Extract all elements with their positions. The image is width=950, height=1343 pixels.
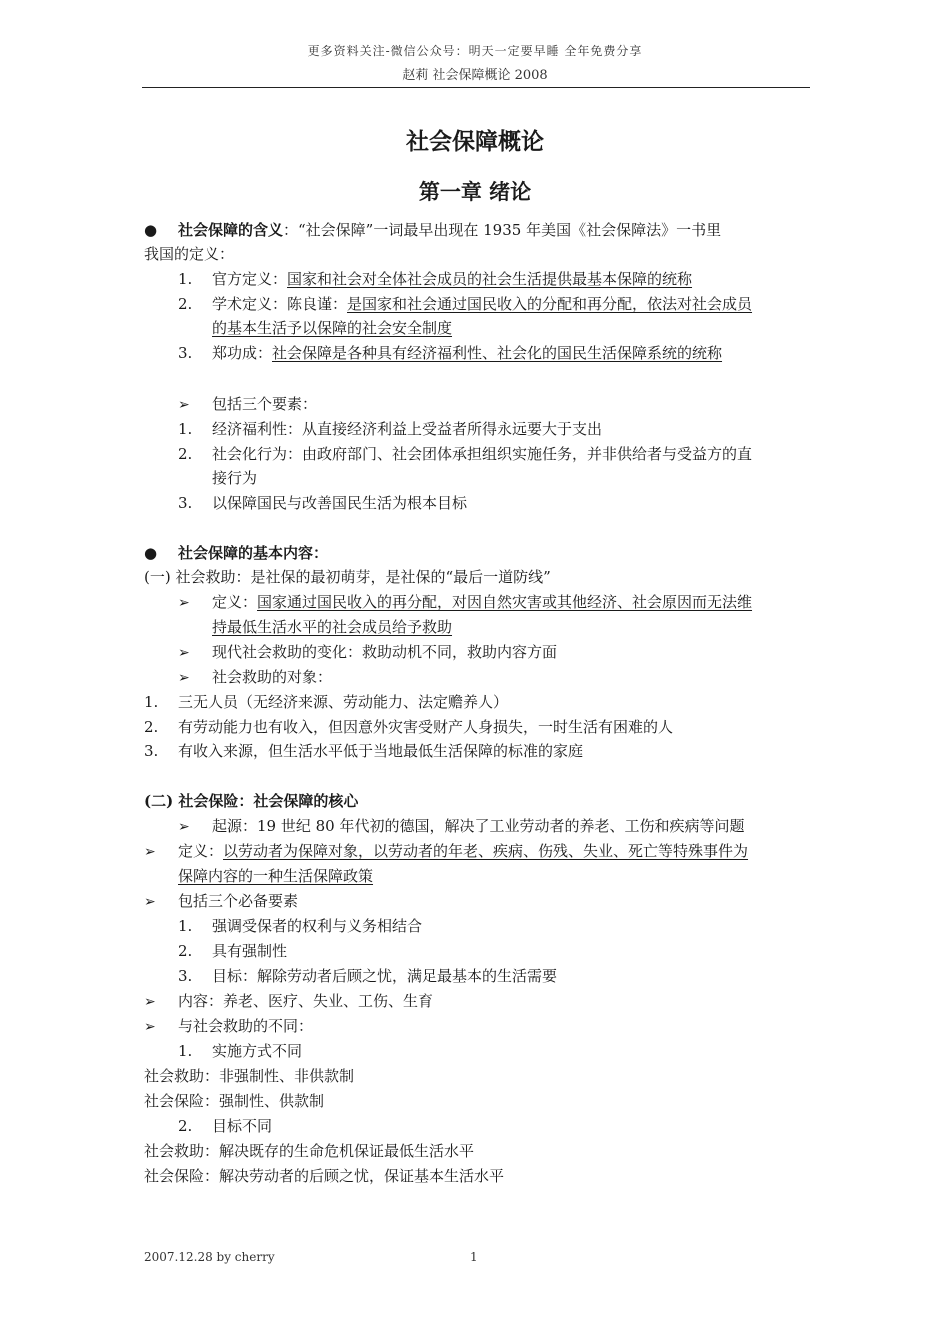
item-text: 有劳动能力也有收入，但因意外灾害受财产人身损失，一时生活有困难的人 [178,718,674,736]
arrow-bullet-icon: ➢ [178,670,190,686]
header-rule [142,87,810,88]
item-text-continued: 持最低生活水平的社会成员给予救助 [212,618,453,636]
item-text-continued: 的基本生活予以保障的社会安全制度 [212,319,453,337]
item-text: 有收入来源，但生活水平低于当地最低生活保障的标准的家庭 [178,742,584,760]
list-item [178,269,692,289]
section-heading-meaning [144,220,721,240]
difference-line: 社会救助：解决既存的生命危机保证最低生活水平 [144,1142,475,1160]
item-text: 以保障国民与改善国民生活为根本目标 [212,494,468,512]
list-number: 1. [178,917,193,935]
item-text: 国家通过国民收入的再分配，对因自然灾害或其他经济、社会原因而无法维 [257,593,753,611]
item-text: 社会救助的对象： [212,668,333,686]
item-text: 社会保障是各种具有经济福利性、社会化的国民生活保障系统的统称 [272,344,723,362]
arrow-bullet-icon: ➢ [144,844,156,860]
arrow-bullet-icon: ➢ [178,595,190,611]
list-item [178,419,602,439]
item-text: 起源：19 世纪 80 年代初的德国，解决了工业劳动者的养老、工伤和疾病等问题 [212,817,745,835]
document-title: 社会保障概论 [406,128,544,155]
running-header: 赵莉 社会保障概论 2008 [402,68,548,83]
difference-line: 社会保险：解决劳动者的后顾之忧，保证基本生活水平 [144,1167,505,1185]
item-text: 现代社会救助的变化：救助动机不同，救助内容方面 [212,643,558,661]
list-number: 1. [178,1042,193,1060]
assistance-change [178,642,557,663]
item-text: 以劳动者为保障对象，以劳动者的年老、疾病、伤残、失业、死亡等特殊事件为 [223,842,749,860]
item-label: 郑功成： [212,344,273,362]
insurance-origin [178,816,744,837]
item-label: 定义： [178,842,224,860]
arrow-bullet-icon: ➢ [144,994,156,1010]
arrow-bullet-icon: ➢ [178,397,190,413]
footer-date-author: 2007.12.28 by cherry [144,1250,275,1264]
item-text: 经济福利性：从直接经济利益上受益者所得永远要大于支出 [212,420,603,438]
header-notice: 更多资料关注-微信公众号：明天一定要早睡 全年免费分享 [307,44,643,58]
assistance-targets-heading [178,667,332,688]
list-number: 2. [144,718,159,736]
list-item [144,717,673,737]
list-item [178,444,752,464]
item-text-continued: 保障内容的一种生活保障政策 [178,867,374,885]
list-number: 2. [178,445,193,463]
list-item [178,941,287,961]
item-text: 与社会救助的不同： [178,1017,314,1035]
list-item [178,1041,302,1061]
bullet-icon: ● [144,221,158,239]
item-text: 三无人员（无经济来源、劳动能力、法定赡养人） [178,693,509,711]
list-number: 2. [178,942,193,960]
difference-line: 社会保险：强制性、供款制 [144,1092,325,1110]
item-text: 是国家和社会通过国民收入的分配和再分配，依法对社会成员 [347,295,753,313]
subsection-social-assistance: (一) 社会救助：是社保的最初萌芽，是社保的“最后一道防线” [144,568,551,586]
page-number: 1 [470,1250,478,1264]
list-item [178,916,422,936]
item-text: 目标不同 [212,1117,273,1135]
list-number: 3. [178,344,193,362]
item-text: 实施方式不同 [212,1042,303,1060]
item-text: 包括三个必备要素 [178,892,299,910]
difference-line: 社会救助：非强制性、非供款制 [144,1067,355,1085]
bullet-icon: ● [144,544,158,562]
assistance-definition [178,592,752,613]
list-item [178,493,467,513]
arrow-bullet-icon: ➢ [144,1019,156,1035]
list-item [178,343,722,363]
elements-heading [178,394,317,415]
insurance-content [144,991,433,1012]
list-number: 3. [178,967,193,985]
list-item [178,966,557,986]
arrow-bullet-icon: ➢ [178,645,190,661]
section-title: 社会保障的含义 [178,221,284,239]
list-number: 1. [178,270,193,288]
list-number: 1. [178,420,193,438]
item-text: 具有强制性 [212,942,288,960]
section-intro: ：“社会保障”一词最早出现在 1935 年美国《社会保障法》一书里 [283,221,722,239]
list-number: 2. [178,295,193,313]
elements-heading-text: 包括三个要素： [212,395,318,413]
item-label: 官方定义： [212,270,288,288]
item-text: 国家和社会对全体社会成员的社会生活提供最基本保障的统称 [287,270,693,288]
domestic-definition-label: 我国的定义： [144,245,235,263]
arrow-bullet-icon: ➢ [178,819,190,835]
chapter-heading: 第一章 绪论 [418,179,532,204]
item-text: 目标：解除劳动者后顾之忧，满足最基本的生活需要 [212,967,558,985]
section-title: 社会保障的基本内容： [178,544,329,562]
item-text: 社会化行为：由政府部门、社会团体承担组织实施任务，并非供给者与受益方的直 [212,445,753,463]
item-label: 学术定义：陈良谨： [212,295,348,313]
insurance-definition [144,841,748,862]
arrow-bullet-icon: ➢ [144,894,156,910]
item-text-continued: 接行为 [212,469,258,487]
list-item [144,692,508,712]
insurance-differences-heading [144,1016,313,1037]
list-item [178,294,752,314]
item-text: 内容：养老、医疗、失业、工伤、生育 [178,992,434,1010]
insurance-requirements-heading [144,891,298,912]
list-number: 3. [144,742,159,760]
list-number: 2. [178,1117,193,1135]
section-heading-content [144,543,328,563]
list-number: 1. [144,693,159,711]
list-number: 3. [178,494,193,512]
list-item [144,741,583,761]
list-item [178,1116,272,1136]
item-text: 强调受保者的权利与义务相结合 [212,917,423,935]
subsection-social-insurance: (二) 社会保险：社会保障的核心 [144,792,359,810]
item-label: 定义： [212,593,258,611]
